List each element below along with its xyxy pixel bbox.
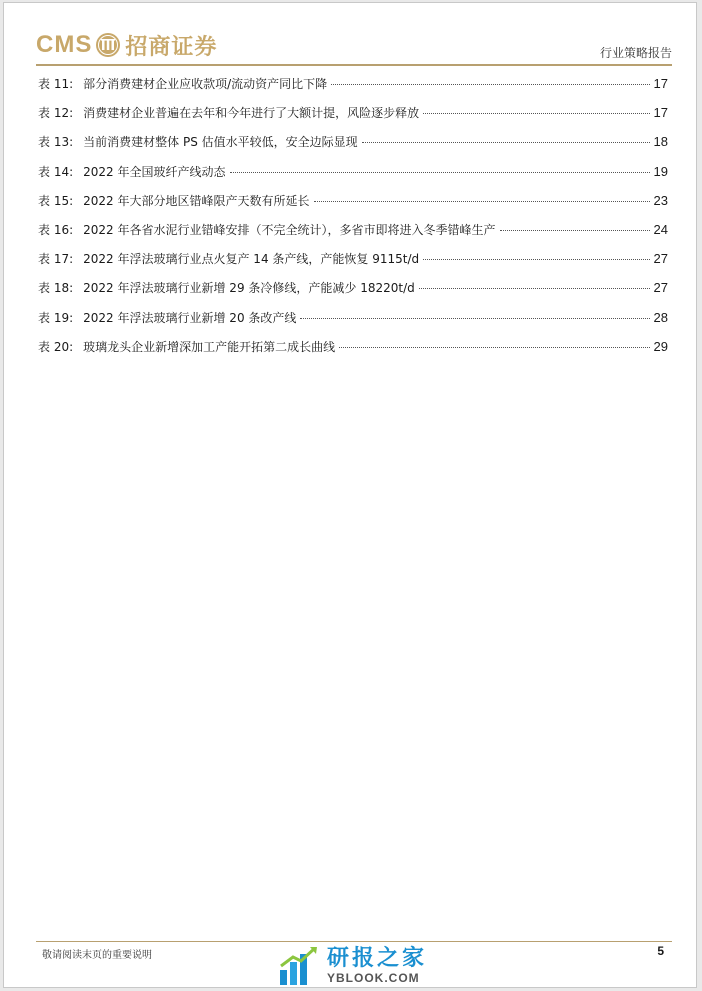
logo-chinese-text: 招商证券 [125,34,218,60]
watermark [277,944,427,988]
watermark-chinese-text: 研报之家 [327,946,428,971]
toc-entry-page: 27 [653,280,668,296]
toc-entry-label: 表 12: [38,106,74,121]
toc-entry[interactable] [38,309,668,338]
toc-entry[interactable] [38,104,668,133]
toc-leader-dots [339,347,649,348]
toc-entry[interactable] [38,163,668,192]
toc-leader-dots [362,142,650,143]
logo-emblem-icon [95,32,121,58]
toc-entry-label: 表 14: [38,164,74,179]
report-type-label: 行业策略报告 [599,46,672,60]
bar-chart-logo-icon [277,944,321,988]
toc-entry-page: 28 [653,309,668,325]
toc-entry-title: 消费建材企业普遍在去年和今年进行了大额计提，风险逐步释放 [83,106,420,121]
watermark-url-text: YBLOOK.COM [327,971,420,985]
toc-entry-label: 表 17: [38,252,74,267]
toc-entry-label: 表 15: [38,193,74,208]
toc-entry-title: 2022 年大部分地区错峰限产天数有所延长 [83,193,310,208]
toc-entry-label: 表 13: [38,135,74,150]
toc-entry-title: 2022 年浮法玻璃行业新增 29 条冷修线，产能减少 18220t/d [83,281,415,296]
toc-entry-label: 表 11: [38,77,74,91]
toc-entry-page: 29 [653,338,668,354]
toc-leader-dots [314,201,650,202]
toc-entry[interactable] [38,338,668,367]
header-divider [36,64,672,66]
toc-entry-title: 2022 年浮法玻璃行业新增 20 条改产线 [83,310,297,325]
document-page [3,2,697,988]
toc-entry-title: 玻璃龙头企业新增深加工产能开拓第二成长曲线 [83,339,336,354]
toc-leader-dots [500,230,650,231]
footer-divider [36,941,672,942]
page-header [4,3,696,67]
toc-leader-dots [423,113,649,114]
toc-entry[interactable] [38,279,668,308]
toc-leader-dots [300,318,649,319]
toc-leader-dots [230,172,650,173]
toc-entry[interactable] [38,192,668,221]
table-of-contents [38,75,668,367]
toc-entry-page: 18 [653,134,668,150]
footer-disclaimer: 敬请阅读末页的重要说明 [42,950,152,961]
toc-entry[interactable] [38,133,668,162]
toc-entry-page: 23 [653,192,668,208]
toc-entry-page: 19 [653,163,668,179]
logo-latin-text: CMS [36,31,93,58]
toc-entry[interactable] [38,250,668,279]
toc-leader-dots [419,288,650,289]
company-logo [36,27,217,63]
toc-leader-dots [423,259,649,260]
toc-entry-label: 表 20: [38,339,74,354]
toc-entry-label: 表 19: [38,310,74,325]
toc-entry-title: 2022 年全国玻纤产线动态 [83,164,226,179]
page-number: 5 [657,944,664,958]
toc-entry-title: 部分消费建材企业应收款项/流动资产同比下降 [83,77,328,91]
toc-entry-label: 表 16: [38,222,74,237]
toc-entry-page: 17 [653,105,668,121]
toc-entry-title: 2022 年各省水泥行业错峰安排（不完全统计），多省市即将进入冬季错峰生产 [83,222,496,237]
toc-leader-dots [331,84,649,85]
toc-entry[interactable] [38,75,668,104]
toc-entry[interactable] [38,221,668,250]
toc-entry-title: 2022 年浮法玻璃行业点火复产 14 条产线，产能恢复 9115t/d [83,252,420,267]
toc-entry-label: 表 18: [38,281,74,296]
toc-entry-page: 17 [653,76,668,91]
toc-entry-page: 24 [653,221,668,237]
toc-entry-title: 当前消费建材整体 PS 估值水平较低，安全边际显现 [83,135,358,150]
toc-entry-page: 27 [653,251,668,267]
